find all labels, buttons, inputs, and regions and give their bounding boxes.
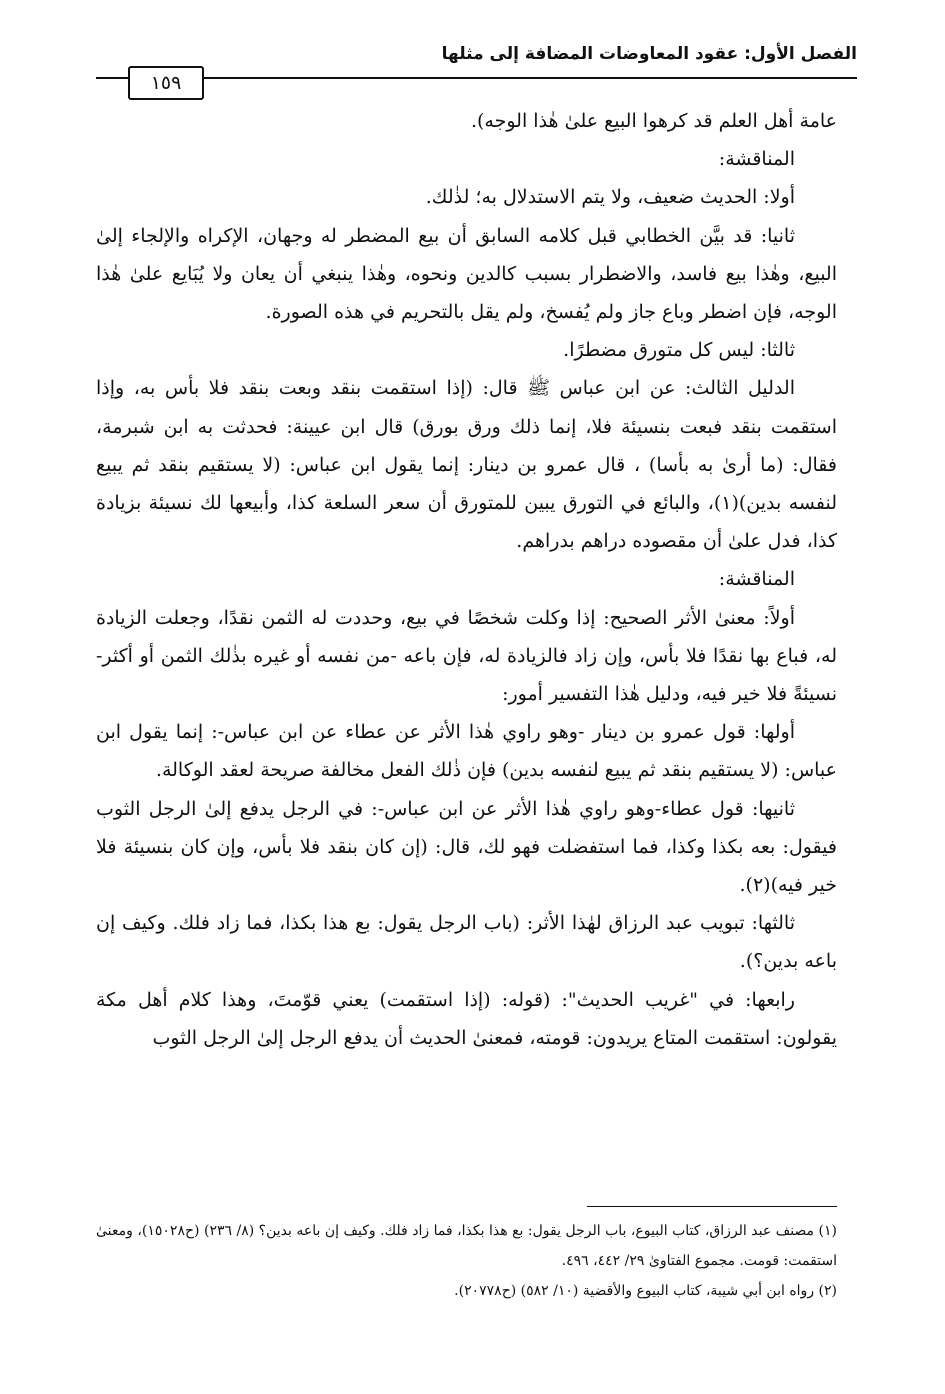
page-number: ١٥٩ <box>128 66 204 100</box>
paragraph: ثانيها: قول عطاء-وهو راوي هٰذا الأثر عن ابن عباس-: في الرجل يدفع إلىٰ الرجل الثوب فيقول: بعه بكذا وكذا، فما استفضلت فهو لك، قال: (إن كان بنقد فلا بأس، وإن كان بنسيئة فلا خير فيه)(٢). <box>96 797 837 897</box>
paragraph: عامة أهل العلم قد كرهوا البيع علىٰ هٰذا الوجه). <box>470 110 837 132</box>
paragraph: الدليل الثالث: عن ابن عباس ﷺ قال: (إذا استقمت بنقد وبعت بنقد فلا بأس به، وإذا استقمت بنقد فبعت بنسيئة فلا، إنما ذلك ورق بورق) قال ابن عيينة: فحدثت به ابن شبرمة، فقال: (ما أرىٰ به بأسا) ، قال عمرو بن دينار: إنما يقول ابن عباس: (لا يستقيم بنقد ثم يبيع لنفسه بدين)(١)، والبائع في التورق يبين للمتورق أن سعر السلعة كذا، وأبيعها لك نسيئة بزيادة كذا، فدل علىٰ أن مقصوده دراهم بدراهم. <box>96 377 837 553</box>
section-heading-discussion: المناقشة: <box>718 148 795 171</box>
paragraph: أولاً: معنىٰ الأثر الصحيح: إذا وكلت شخصًا في بيع، وحددت له الثمن نقدًا، وجعلت الزيادة له، فباع بها نقدًا فلا بأس، وإن زاد فالزيادة له، فإن باعه -من نفسه أو غيره بذٰلك الثمن أو أكثر- نسيئةً فلا خير فيه، ودليل هٰذا التفسير أمور: <box>96 606 837 706</box>
paragraph: أولها: قول عمرو بن دينار -وهو راوي هٰذا الأثر عن عطاء عن ابن عباس-: إنما يقول ابن عباس: (لا يستقيم بنقد ثم يبيع لنفسه بدين) فإن ذٰلك الفعل مخالفة صريحة لعقد الوكالة. <box>96 721 837 782</box>
section-heading-discussion: المناقشة: <box>718 568 795 591</box>
running-head-title: الفصل الأول: عقود المعاوضات المضافة إلى مثلها <box>441 44 857 64</box>
paragraph: رابعها: في "غريب الحديث": (قوله: (إذا استقمت) يعني قوّمتَ، وهذا كلام أهل مكة يقولون: استقمت المتاع يريدون: قومته، فمعنىٰ الحديث أن يدفع الرجل إلىٰ الرجل الثوب <box>96 988 837 1049</box>
paragraph: ثالثا: ليس كل متورق مضطرًا. <box>563 339 795 362</box>
paragraph: أولا: الحديث ضعيف، ولا يتم الاستدلال به؛ لذٰلك. <box>425 186 795 209</box>
footnotes <box>96 1216 837 1306</box>
footnote: (٢) رواه ابن أبي شيبة، كتاب البيوع والأقضية (١٠/ ٥٨٢) (ح٢٠٧٧٨). <box>454 1283 837 1299</box>
header-rule <box>96 77 857 79</box>
paragraph: ثانيا: قد بيَّن الخطابي قبل كلامه السابق أن بيع المضطر له وجهان، الإكراه والإلجاء إلىٰ البيع، وهٰذا بيع فاسد، والاضطرار بسبب كالدين ونحوه، وهٰذا ينبغي أن يعان ولا يُبَايع علىٰ هٰذا الوجه، فإن اضطر وباع جاز ولم يُفسخ، ولم يقل بالتحريم في هذه الصورة. <box>96 224 837 324</box>
paragraph: ثالثها: تبويب عبد الرزاق لهٰذا الأثر: (باب الرجل يقول: بع هذا بكذا، فما زاد فلك. وكيف إن باعه بدين؟). <box>96 912 837 973</box>
footnote-separator <box>587 1206 837 1207</box>
footnote: (١) مصنف عبد الرزاق، كتاب البيوع، باب الرجل يقول: بع هذا بكذا، فما زاد فلك. وكيف إن باعه بدين؟ (٨/ ٢٣٦) (ح١٥٠٢٨)، ومعنىٰ استقمت: قومت. مجموع الفتاوىٰ ٢٩/ ٤٤٢، ٤٩٦. <box>96 1223 837 1269</box>
main-text <box>96 102 837 1057</box>
